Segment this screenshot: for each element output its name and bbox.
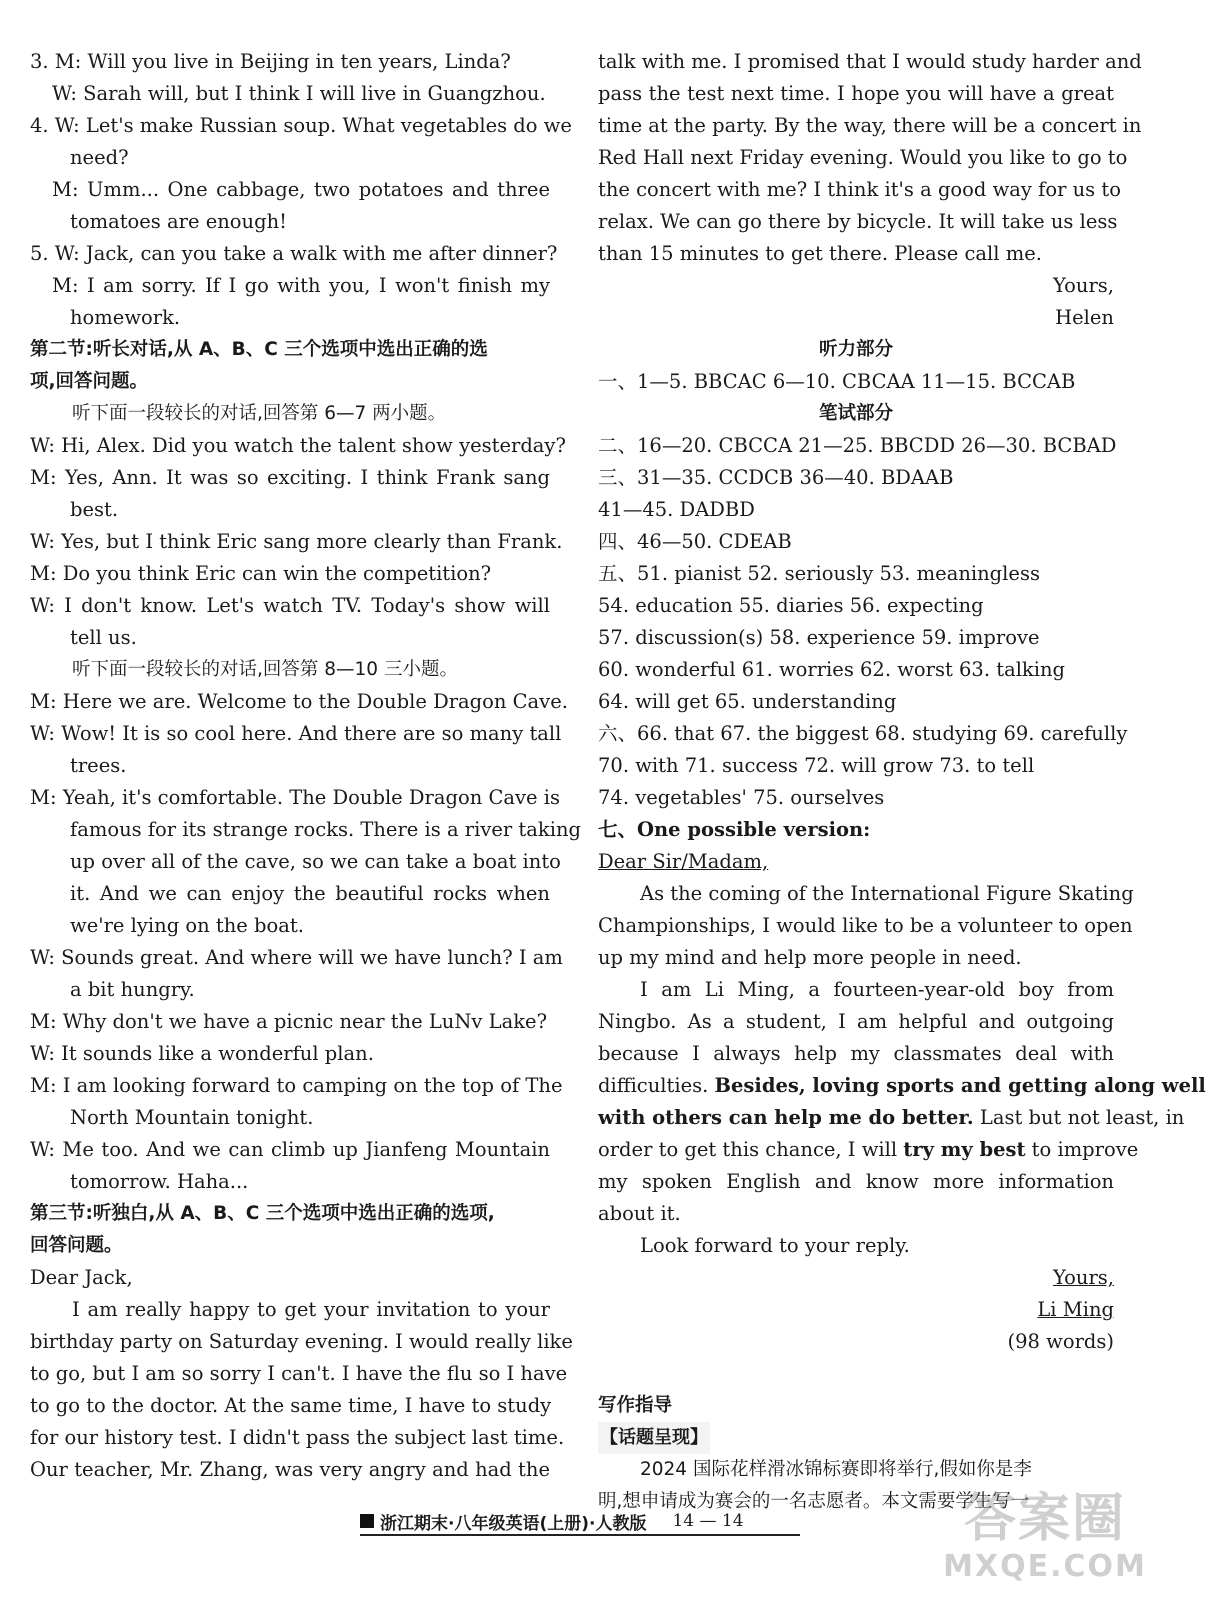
text-line: Ningbo. As a student, I am helpful and outgoing <box>598 1010 1114 1033</box>
text-line: 写作指导 <box>598 1395 673 1416</box>
text-line: 笔试部分 <box>818 403 893 424</box>
text-line: my spoken English and know more information <box>598 1170 1114 1193</box>
text-line: 60. wonderful 61. worries 62. worst 63. talking <box>598 658 1066 681</box>
text-line: 听力部分 <box>818 339 893 360</box>
text-line: 74. vegetables' 75. ourselves <box>598 786 885 809</box>
text-line: 听下面一段较长的对话,回答第 8—10 三小题。 <box>72 659 458 680</box>
text-line: to go, but I am so sorry I can't. I have the flu so I have <box>30 1362 568 1385</box>
text-line: to go to the doctor. At the same time, I have to study <box>30 1394 552 1417</box>
text-line: Championships, I would like to be a volunteer to open <box>598 914 1133 937</box>
text-line: 64. will get 65. understanding <box>598 690 897 713</box>
text-line: 回答问题。 <box>30 1235 123 1256</box>
text-line: it. And we can enjoy the beautiful rocks when <box>70 882 550 905</box>
text-line: because I always help my classmates deal with <box>598 1042 1114 1065</box>
text-line: M: Why don't we have a picnic near the LuNv Lake? <box>30 1010 548 1033</box>
essay-line-best <box>598 1134 1139 1166</box>
text-line: Red Hall next Friday evening. Would you like to go to <box>598 146 1128 169</box>
text-line: than 15 minutes to get there. Please call me. <box>598 242 1042 265</box>
text-line: pass the test next time. I hope you will have a great <box>598 82 1114 105</box>
topic-line <box>598 1422 1114 1454</box>
text-line: 听下面一段较长的对话,回答第 6—7 两小题。 <box>72 403 447 424</box>
essay-line-bold-2 <box>598 1102 1185 1134</box>
text-line: (98 words) <box>1007 1330 1114 1353</box>
text-line: about it. <box>598 1202 681 1225</box>
essay-text: order to get this chance, I will <box>598 1138 904 1161</box>
essay-text: difficulties. <box>598 1074 715 1097</box>
text-line: 五、51. pianist 52. seriously 53. meaningless <box>598 562 1040 585</box>
text-line: I am really happy to get your invitation to your <box>72 1298 550 1321</box>
text-line: Dear Sir/Madam, <box>598 850 769 873</box>
essay-bold-text: try my best <box>903 1138 1026 1161</box>
text-line: Look forward to your reply. <box>640 1234 910 1257</box>
topic-text-2: 明,想申请成为赛会的一名志愿者。本文需要学生写一 <box>598 1491 1030 1512</box>
text-line: I am Li Ming, a fourteen-year-old boy from <box>640 978 1114 1001</box>
text-line: Dear Jack, <box>30 1266 133 1289</box>
text-line: up over all of the cave, so we can take a boat into <box>70 850 561 873</box>
text-line: M: Yes, Ann. It was so exciting. I think Frank sang <box>30 466 550 489</box>
watermark <box>940 1488 1150 1592</box>
page-number: 14 — 14 <box>672 1511 744 1531</box>
essay-bold-text: with others can help me do better. <box>598 1106 974 1129</box>
essay-text: to improve <box>1025 1138 1139 1161</box>
text-line: W: I don't know. Let's watch TV. Today's show will <box>30 594 550 617</box>
text-line: 5. W: Jack, can you take a walk with me after dinner? <box>30 242 558 265</box>
text-line: 3. M: Will you live in Beijing in ten years, Linda? <box>30 50 511 73</box>
text-line: 项,回答问题。 <box>30 371 149 392</box>
text-line: 57. discussion(s) 58. experience 59. improve <box>598 626 1040 649</box>
text-line: 41—45. DADBD <box>598 498 755 521</box>
text-line: time at the party. By the way, there will be a concert in <box>598 114 1142 137</box>
essay-text: Last but not least, in <box>973 1106 1185 1129</box>
text-line: W: Yes, but I think Eric sang more clearly than Frank. <box>30 530 563 553</box>
text-line: best. <box>70 498 119 521</box>
text-line: 三、31—35. CCDCB 36—40. BDAAB <box>598 466 954 489</box>
text-line: birthday party on Saturday evening. I would really like <box>30 1330 573 1353</box>
text-line: 54. education 55. diaries 56. expecting <box>598 594 984 617</box>
text-line: famous for its strange rocks. There is a river taking <box>70 818 581 841</box>
text-line: 第三节:听独白,从 A、B、C 三个选项中选出正确的选项, <box>30 1203 495 1224</box>
footer-title: 浙江期末·八年级英语(上册)·人教版 <box>380 1513 647 1534</box>
text-line: 二、16—20. CBCCA 21—25. BBCDD 26—30. BCBAD <box>598 434 1117 457</box>
text-line <box>598 1358 1114 1390</box>
text-line: 六、66. that 67. the biggest 68. studying 69. carefully <box>598 722 1128 745</box>
text-line: W: Hi, Alex. Did you watch the talent show yesterday? <box>30 434 566 457</box>
text-line: need? <box>70 146 129 169</box>
topic-text: 2024 国际花样滑冰锦标赛即将举行,假如你是李 <box>640 1459 1032 1480</box>
text-line: 一、1—5. BBCAC 6—10. CBCAA 11—15. BCCAB <box>598 370 1076 393</box>
text-line: tell us. <box>70 626 137 649</box>
topic-tag: 【话题呈现】 <box>598 1422 710 1454</box>
text-line: trees. <box>70 754 127 777</box>
text-line: for our history test. I didn't pass the subject last time. <box>30 1426 565 1449</box>
text-line: 4. W: Let's make Russian soup. What vegetables do we <box>30 114 572 137</box>
watermark-logo: 答案圈 <box>963 1489 1126 1549</box>
text-line: M: Here we are. Welcome to the Double Dragon Cave. <box>30 690 568 713</box>
text-line: 第二节:听长对话,从 A、B、C 三个选项中选出正确的选 <box>30 339 488 360</box>
text-line: M: Yeah, it's comfortable. The Double Dragon Cave is <box>30 786 561 809</box>
text-line: Yours, <box>1052 274 1114 297</box>
text-line: As the coming of the International Figure Skating <box>640 882 1134 905</box>
text-line: Helen <box>1055 306 1114 329</box>
text-line: a bit hungry. <box>70 978 195 1001</box>
text-line: W: Sarah will, but I think I will live in Guangzhou. <box>52 82 546 105</box>
right-column <box>598 46 1206 1518</box>
text-line: talk with me. I promised that I would study harder and <box>598 50 1142 73</box>
essay-line-bold-1 <box>598 1070 1206 1102</box>
text-line: W: Me too. And we can climb up Jianfeng Mountain <box>30 1138 550 1161</box>
essay-bold-text: Besides, loving sports and getting along well <box>714 1074 1206 1097</box>
text-line: W: Sounds great. And where will we have lunch? I am <box>30 946 563 969</box>
text-line: we're lying on the boat. <box>70 914 304 937</box>
text-line: Li Ming <box>1037 1298 1114 1321</box>
text-line: the concert with me? I think it's a good way for us to <box>598 178 1121 201</box>
text-line: W: Wow! It is so cool here. And there are so many tall <box>30 722 562 745</box>
text-line: tomatoes are enough! <box>70 210 287 233</box>
text-line: North Mountain tonight. <box>70 1106 314 1129</box>
text-line: Our teacher, Mr. Zhang, was very angry and had the <box>30 1458 550 1481</box>
text-line: M: I am sorry. If I go with you, I won't finish my <box>52 274 550 297</box>
watermark-site: MXQE.COM <box>943 1549 1147 1584</box>
left-column <box>30 46 581 1486</box>
right-block-answers <box>598 46 1142 1070</box>
text-line: Yours, <box>1052 1266 1114 1289</box>
black-square-icon <box>360 1514 374 1528</box>
text-line: 四、46—50. CDEAB <box>598 530 792 553</box>
text-line: tomorrow. Haha... <box>70 1170 249 1193</box>
text-line: relax. We can go there by bicycle. It will take us less <box>598 210 1118 233</box>
text-line: homework. <box>70 306 181 329</box>
page-footer <box>360 1508 800 1536</box>
text-line: up my mind and help more people in need. <box>598 946 1022 969</box>
text-line: M: Umm... One cabbage, two potatoes and three <box>52 178 550 201</box>
text-line: M: I am looking forward to camping on the top of The <box>30 1074 563 1097</box>
text-line: W: It sounds like a wonderful plan. <box>30 1042 374 1065</box>
text-line: 70. with 71. success 72. will grow 73. to tell <box>598 754 1035 777</box>
text-line: M: Do you think Eric can win the competition? <box>30 562 492 585</box>
text-line: 七、One possible version: <box>598 818 871 841</box>
right-block-tail <box>598 1166 1114 1422</box>
